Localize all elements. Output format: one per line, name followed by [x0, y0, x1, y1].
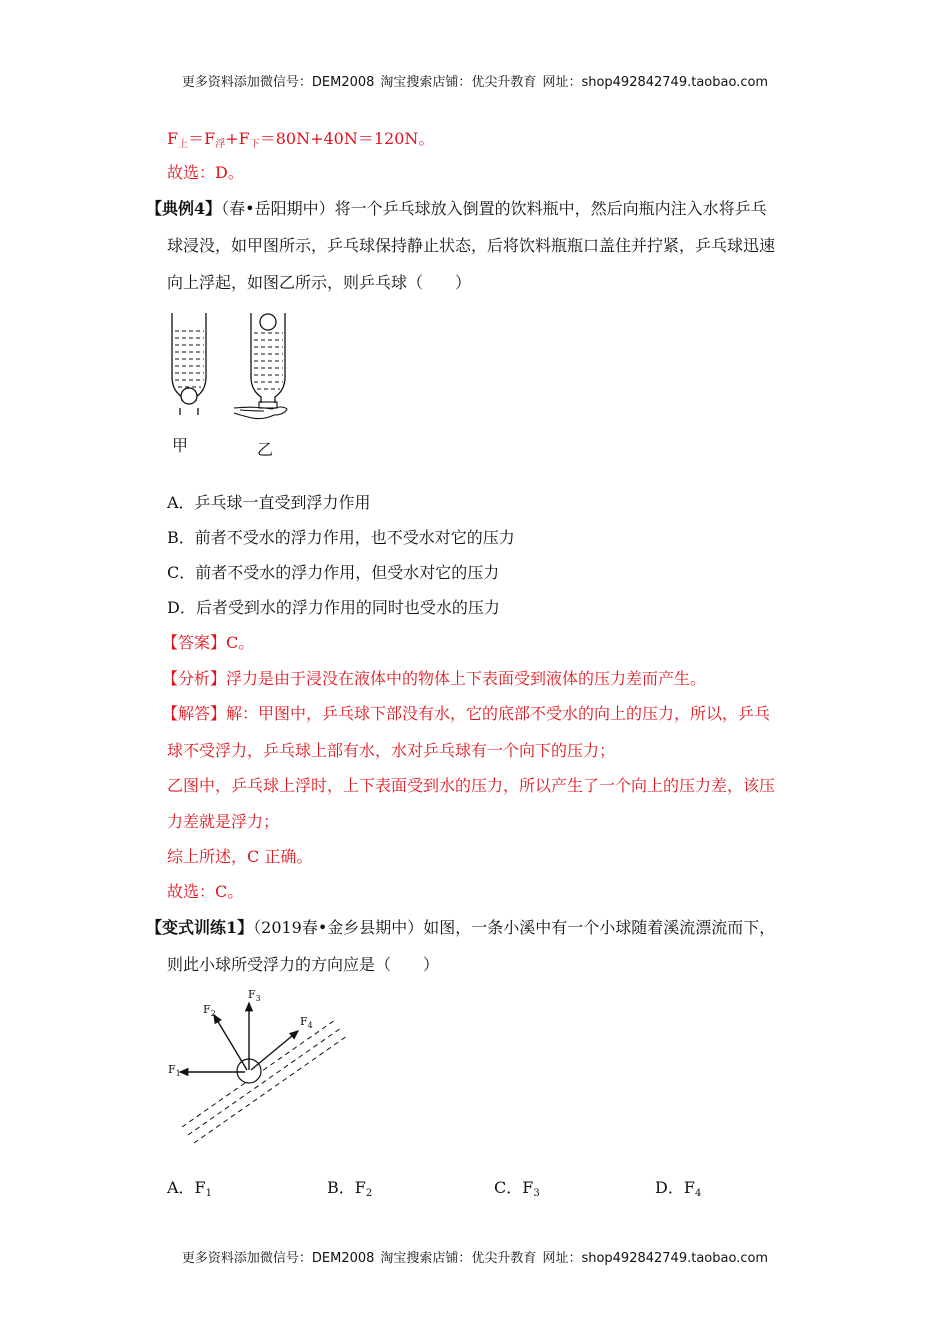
training1-line1: 【变式训练1】（2019春•金乡县期中）如图，一条小溪中有一个小球随着溪流漂流而下，: [146, 918, 776, 937]
example4-solution-l4: 力差就是浮力；: [167, 812, 280, 831]
training1-tag: 【变式训练1】: [146, 918, 254, 937]
header-site: 网址：shop492842749.taobao.com: [542, 75, 769, 90]
prev-choice: 故选：D。: [167, 163, 244, 182]
label-f2: $F_2$: [203, 1003, 216, 1018]
example4-option-c: C．前者不受水的浮力作用，但受水对它的压力: [167, 563, 500, 582]
example4-option-b: B．前者不受水的浮力作用，也不受水对它的压力: [167, 528, 515, 547]
example4-tag: 【典例4】: [146, 199, 222, 218]
stream-force-figure: [160, 985, 360, 1150]
training1-line2: 则此小球所受浮力的方向应是（ ）: [167, 955, 440, 974]
label-f4: $F_4$: [300, 1015, 313, 1030]
example4-option-a: A．乒乓球一直受到浮力作用: [167, 493, 371, 512]
example4-option-d: D．后者受到水的浮力作用的同时也受水的压力: [167, 598, 500, 617]
training1-option-d: D．$F_4$: [655, 1178, 702, 1199]
example4-line2: 球浸没，如甲图所示，乒乓球保持静止状态，后将饮料瓶瓶口盖住并拧紧，乒乓球迅速: [167, 236, 776, 255]
water-lines-a: [175, 331, 204, 387]
force-f2: [214, 1015, 247, 1070]
header-wechat: 更多资料添加微信号：DEM2008: [181, 75, 375, 90]
footer-shop: 淘宝搜索店铺：优尖升教育: [380, 1251, 537, 1266]
training1-option-b: B．$F_2$: [327, 1178, 373, 1199]
training1-option-c: C．$F_3$: [494, 1178, 540, 1199]
force-f4: [251, 1031, 298, 1070]
bottle-figure: [160, 305, 360, 460]
example4-analysis: 【分析】浮力是由于浸没在液体中的物体上下表面受到液体的压力差而产生。: [162, 669, 707, 688]
hand-icon: [234, 402, 287, 419]
example4-solution-l2: 球不受浮力，乒乓球上部有水，水对乒乓球有一个向下的压力；: [167, 741, 616, 760]
stream-lines: [182, 1020, 347, 1143]
example4-source: （春•岳阳期中）: [221, 199, 335, 218]
example4-line3: 向上浮起，如图乙所示，则乒乓球（ ）: [167, 273, 472, 292]
ball-b: [260, 314, 276, 330]
example4-solution-l3: 乙图中，乒乓球上浮时，上下表面受到水的压力，所以产生了一个向上的压力差，该压: [167, 776, 776, 795]
water-lines-b: [254, 333, 283, 389]
example4-answer: 【答案】C。: [162, 633, 255, 652]
page-header: [0, 71, 950, 90]
page-footer: [0, 1247, 950, 1266]
footer-wechat: 更多资料添加微信号：DEM2008: [181, 1251, 375, 1266]
header-shop: 淘宝搜索店铺：优尖升教育: [380, 75, 537, 90]
example4-choice: 故选：C。: [167, 882, 244, 901]
example4-solution-l5: 综上所述，C 正确。: [167, 847, 313, 866]
figure-label-a: 甲: [172, 436, 189, 455]
prev-formula: $F_上=F_浮+F_下=80N+40N=120N$。: [167, 129, 435, 150]
example4-line1: 【典例4】（春•岳阳期中）将一个乒乓球放入倒置的饮料瓶中，然后向瓶内注入水将乒乓: [146, 199, 767, 218]
training1-option-a: A．$F_1$: [167, 1178, 213, 1199]
example4-solution-l1: 【解答】解：甲图中，乒乓球下部没有水，它的底部不受水的向上的压力，所以，乒乓: [162, 704, 771, 723]
label-f1: $F_1$: [168, 1063, 181, 1078]
label-f3: $F_3$: [248, 988, 261, 1003]
footer-site: 网址：shop492842749.taobao.com: [542, 1251, 769, 1266]
ball-a: [181, 388, 197, 404]
figure-label-b: 乙: [257, 440, 274, 459]
force-arrows: [180, 1003, 298, 1072]
